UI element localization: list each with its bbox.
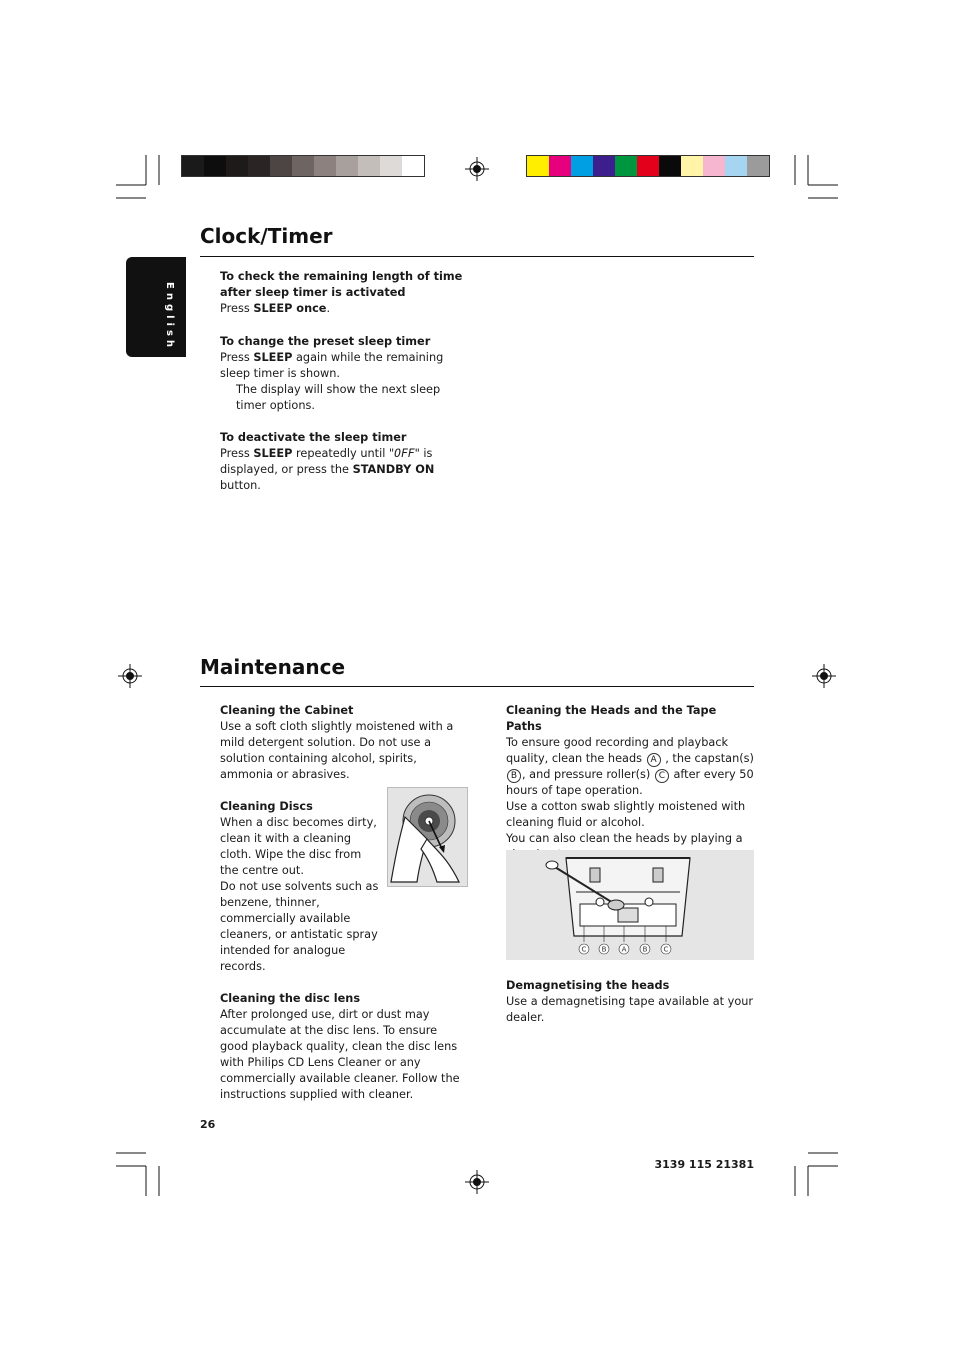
clock-timer-content bbox=[220, 269, 472, 494]
disc-cleaning-illustration bbox=[387, 787, 468, 887]
color-swatch bbox=[615, 156, 637, 176]
diagram-label-b-left: B bbox=[601, 945, 607, 954]
color-swatch bbox=[571, 156, 593, 176]
color-swatch bbox=[380, 156, 402, 176]
language-tab-label: English bbox=[164, 282, 175, 352]
color-swatch bbox=[204, 156, 226, 176]
discs-warning: Do not use solvents such as benzene, thinner, commercially available cleaners, or antistatic spray intended for analogue records. bbox=[220, 880, 379, 973]
change-heading: To change the preset sleep timer bbox=[220, 335, 431, 348]
color-swatch bbox=[527, 156, 549, 176]
demagnetise-section bbox=[506, 978, 754, 1026]
color-swatch bbox=[292, 156, 314, 176]
heads-text: To ensure good recording and playback quality, clean the heads A , the capstan(s) B , and pressure roller(s) C after every 50 hours of tape operation. bbox=[506, 736, 754, 797]
color-swatch bbox=[725, 156, 747, 176]
color-swatch bbox=[593, 156, 615, 176]
maintenance-title: Maintenance bbox=[200, 655, 346, 679]
color-swatch bbox=[358, 156, 380, 176]
color-swatch bbox=[314, 156, 336, 176]
page-number: 26 bbox=[200, 1118, 216, 1131]
color-swatch bbox=[747, 156, 769, 176]
cabinet-heading: Cleaning the Cabinet bbox=[220, 704, 354, 717]
diagram-label-b-right: B bbox=[642, 945, 648, 954]
lens-heading: Cleaning the disc lens bbox=[220, 992, 361, 1005]
diagram-label-c-left: C bbox=[581, 945, 587, 954]
label-b-marker: B bbox=[507, 769, 521, 783]
cabinet-text: Use a soft cloth slightly moistened with a mild detergent solution. Do not use a solution containing alcohol, spirits, ammonia or abrasives. bbox=[220, 720, 454, 781]
discs-heading: Cleaning Discs bbox=[220, 800, 313, 813]
diagram-label-a: A bbox=[621, 945, 627, 954]
color-swatch bbox=[270, 156, 292, 176]
color-swatch bbox=[226, 156, 248, 176]
registration-mark-bottom bbox=[465, 1170, 489, 1194]
language-tab bbox=[126, 257, 186, 357]
color-swatch bbox=[402, 156, 424, 176]
color-swatch bbox=[681, 156, 703, 176]
registration-mark-right bbox=[812, 664, 836, 688]
color-swatch bbox=[336, 156, 358, 176]
registration-mark-left bbox=[118, 664, 142, 688]
clock-timer-rule bbox=[200, 256, 754, 257]
label-c-marker: C bbox=[655, 769, 669, 783]
color-swatch bbox=[637, 156, 659, 176]
heads-tape-text: You can also clean the heads by playing a bbox=[506, 832, 743, 845]
deactivate-instruction: Press SLEEP repeatedly until "OFF" is displayed, or press the STANDBY ON button. bbox=[220, 447, 435, 492]
demag-heading: Demagnetising the heads bbox=[506, 979, 670, 992]
color-swatch bbox=[549, 156, 571, 176]
grayscale-color-strip bbox=[181, 155, 425, 177]
color-swatch bbox=[182, 156, 204, 176]
check-heading: To check the remaining length of time after sleep timer is activated bbox=[220, 270, 463, 299]
diagram-label-c-right: C bbox=[663, 945, 669, 954]
check-instruction: Press SLEEP once. bbox=[220, 302, 331, 315]
registration-mark-top bbox=[465, 157, 489, 181]
color-swatch bbox=[248, 156, 270, 176]
discs-text: When a disc becomes dirty, clean it with a cleaning cloth. Wipe the disc from the centre out. bbox=[220, 816, 377, 877]
demag-text: Use a demagnetising tape available at your dealer. bbox=[506, 995, 754, 1024]
clock-timer-title: Clock/Timer bbox=[200, 224, 333, 248]
process-color-strip bbox=[526, 155, 770, 177]
heads-swab-text: Use a cotton swab slightly moistened with cleaning fluid or alcohol. bbox=[506, 800, 746, 829]
color-swatch bbox=[659, 156, 681, 176]
display-readout: OFF bbox=[394, 447, 415, 460]
change-note: The display will show the next sleep timer options. bbox=[236, 383, 441, 412]
heads-heading: Cleaning the Heads and the Tape Paths bbox=[506, 704, 717, 733]
maintenance-rule bbox=[200, 686, 754, 687]
change-instruction: Press SLEEP again while the remaining sleep timer is shown. bbox=[220, 351, 444, 380]
deactivate-heading: To deactivate the sleep timer bbox=[220, 431, 407, 444]
tape-deck-diagram bbox=[506, 850, 754, 960]
lens-text: After prolonged use, dirt or dust may accumulate at the disc lens. To ensure good playback quality, clean the disc lens with Philips CD Lens Cleaner or any commercially available cleaner. Follow the instructions supplied with cleaner. bbox=[220, 1008, 460, 1101]
maintenance-right-column bbox=[506, 703, 754, 863]
color-swatch bbox=[703, 156, 725, 176]
maintenance-left-column bbox=[220, 703, 472, 1103]
label-a-marker: A bbox=[647, 753, 661, 767]
document-code: 3139 115 21381 bbox=[654, 1158, 754, 1171]
